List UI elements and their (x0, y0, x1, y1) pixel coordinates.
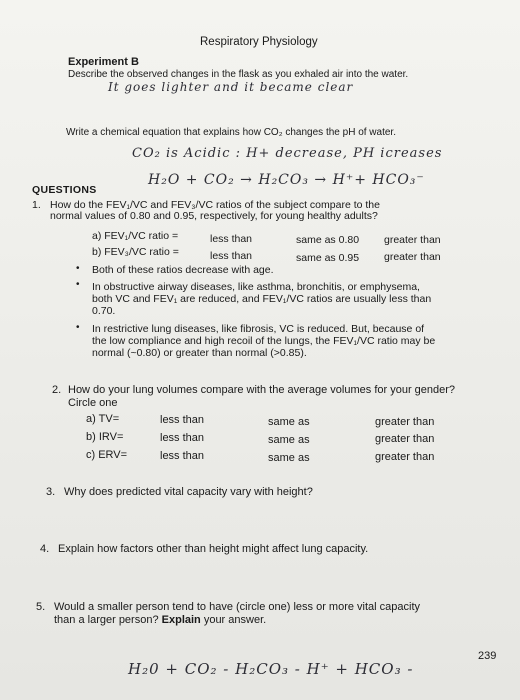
q1-bullet3-line2: the low compliance and high recoil of the lungs, the FEV₁/VC ratio may be (92, 335, 436, 347)
q5-text-prefix: than a larger person? (54, 614, 162, 626)
q1-bullet2-line2: both VC and FEV₁ are reduced, and FEV₁/VC ratios are usually less than (92, 293, 432, 305)
q5-text-line1: Would a smaller person tend to have (circle one) less or more vital capacity (54, 601, 421, 613)
q2a-option-less[interactable]: less than (160, 414, 205, 426)
q1b-label: b) FEV₃/VC ratio = (92, 246, 179, 258)
q2c-label: c) ERV= (86, 449, 128, 461)
q2-text-line1: How do your lung volumes compare with the average volumes for your gender? (68, 384, 456, 396)
equation-prompt: Write a chemical equation that explains how CO₂ changes the pH of water. (66, 127, 396, 138)
q2-text-line2: Circle one (68, 397, 118, 409)
q1-bullet2-line3: 0.70. (92, 305, 116, 317)
q2b-option-greater[interactable]: greater than (375, 433, 435, 445)
q5-number: 5. (36, 601, 46, 613)
q1b-option-same[interactable]: same as 0.95 (296, 252, 360, 264)
equation-handwritten-line1: CO₂ is Acidic : H+ decrease, PH icreases (132, 146, 443, 161)
q1-bullet2-line1: In obstructive airway diseases, like asthma, bronchitis, or emphysema, (92, 281, 420, 293)
q2b-option-same[interactable]: same as (268, 434, 310, 446)
page-number: 239 (478, 650, 497, 662)
q1-text-line1: How do the FEV₁/VC and FEV₃/VC ratios of the subject compare to the (50, 199, 380, 211)
q1-number: 1. (32, 199, 41, 211)
experiment-b-prompt: Describe the observed changes in the flask as you exhaled air into the water. (68, 69, 409, 80)
q4-text: Explain how factors other than height might affect lung capacity. (58, 543, 369, 555)
q1-bullet3-line3: normal (~0.80) or greater than normal (>0.85). (92, 347, 307, 359)
q5-text-suffix: your answer. (200, 614, 267, 626)
q3-text: Why does predicted vital capacity vary with height? (64, 486, 313, 498)
q5-text-line2 (54, 614, 266, 626)
bottom-handwritten-equation: H₂0 + CO₂ - H₂CO₃ - H⁺ + HCO₃ - (128, 660, 414, 678)
q2c-option-greater[interactable]: greater than (375, 451, 435, 463)
q1a-option-greater[interactable]: greater than (384, 234, 441, 246)
bullet-icon: • (76, 322, 80, 333)
bullet-icon: • (76, 279, 80, 290)
q1-text-line2: normal values of 0.80 and 0.95, respectively, for young healthy adults? (50, 210, 378, 222)
q2-number: 2. (52, 384, 62, 396)
equation-handwritten-line2: H₂O + CO₂ → H₂CO₃ → H⁺+ HCO₃⁻ (148, 172, 425, 188)
experiment-b-heading: Experiment B (68, 56, 139, 68)
q2c-option-same[interactable]: same as (268, 452, 310, 464)
experiment-b-handwritten-answer: It goes lighter and it became clear (108, 80, 354, 94)
q2a-label: a) TV= (86, 413, 120, 425)
q2b-label: b) IRV= (86, 431, 124, 443)
q2a-option-same[interactable]: same as (268, 416, 310, 428)
q1b-option-greater[interactable]: greater than (384, 251, 441, 263)
q1-bullet1: Both of these ratios decrease with age. (92, 264, 274, 276)
questions-heading: QUESTIONS (32, 184, 97, 196)
q2a-option-greater[interactable]: greater than (375, 416, 435, 428)
q3-number: 3. (46, 486, 56, 498)
q4-number: 4. (40, 543, 50, 555)
page-title: Respiratory Physiology (200, 36, 318, 48)
q1a-label: a) FEV₁/VC ratio = (92, 230, 179, 242)
q1a-option-less[interactable]: less than (210, 233, 253, 245)
bullet-icon: • (76, 263, 80, 274)
q1-bullet3-line1: In restrictive lung diseases, like fibrosis, VC is reduced. But, because of (92, 323, 425, 335)
q2b-option-less[interactable]: less than (160, 432, 205, 444)
q1b-option-less[interactable]: less than (210, 250, 253, 262)
q5-explain-word: Explain (161, 614, 201, 626)
q1a-option-same[interactable]: same as 0.80 (296, 234, 360, 246)
q2c-option-less[interactable]: less than (160, 450, 205, 462)
